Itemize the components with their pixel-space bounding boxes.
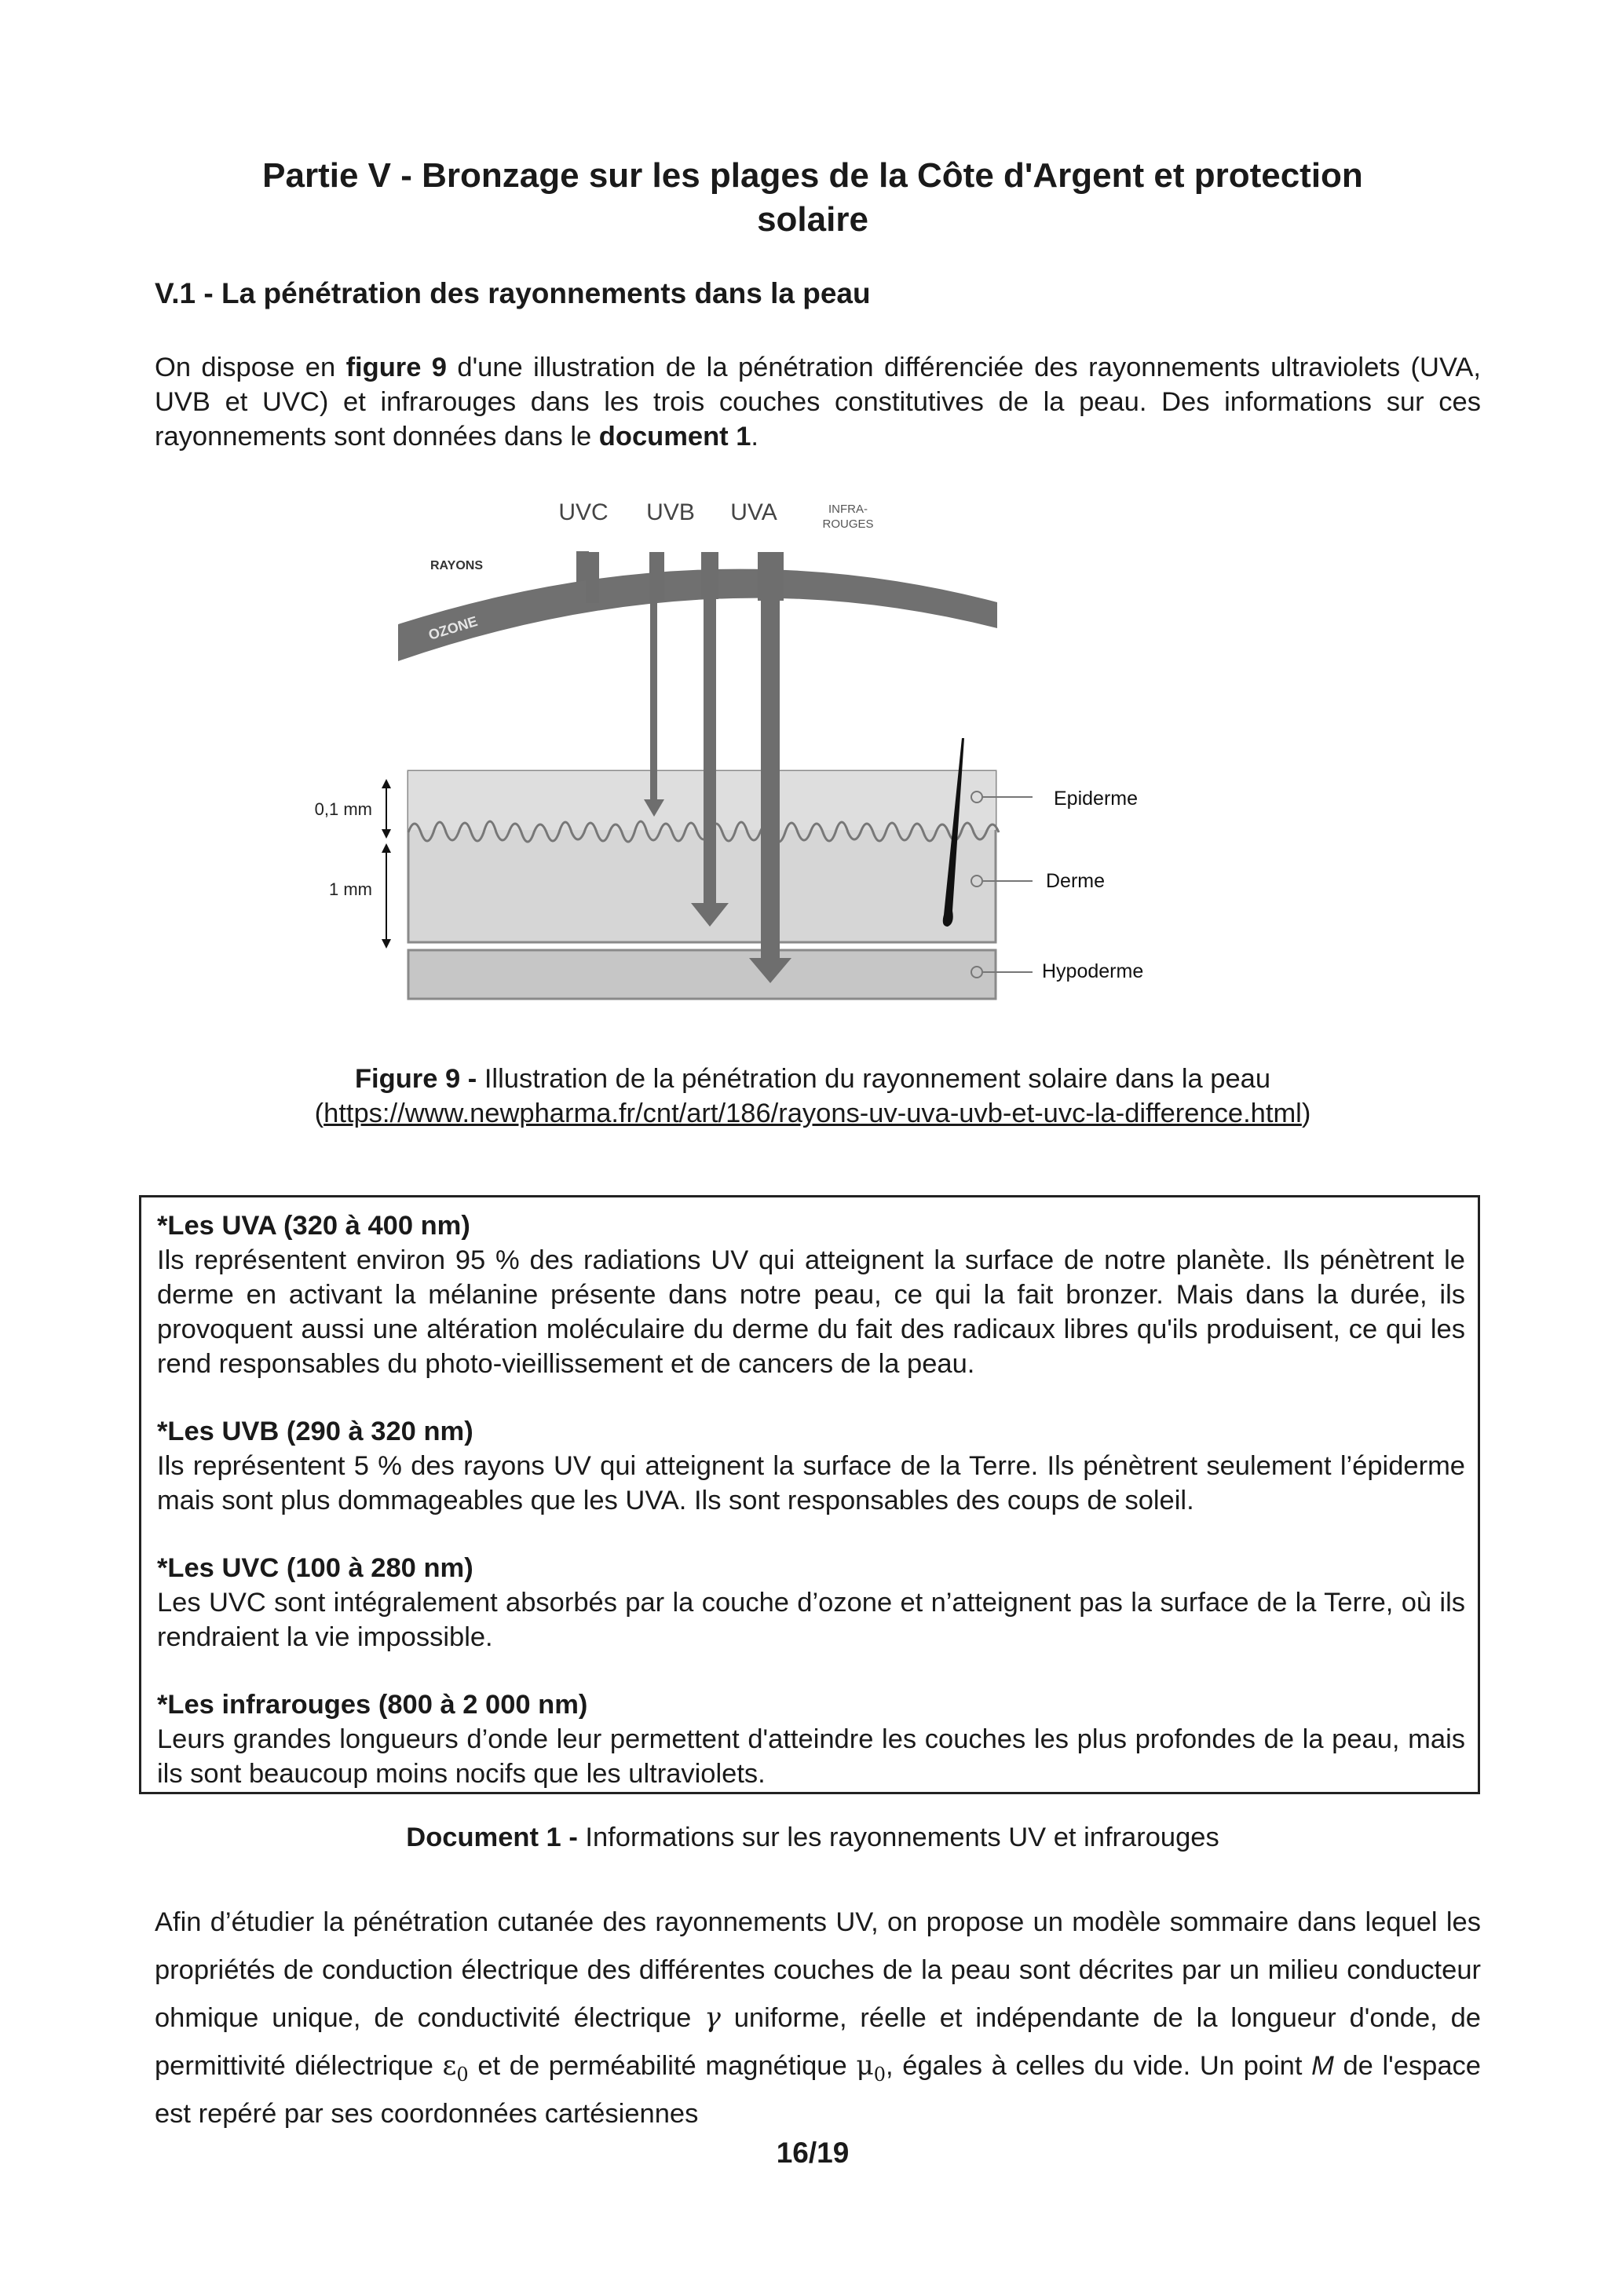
section-uvc [157,1551,1465,1654]
intro-paragraph [155,350,1481,454]
section-body: Ils représentent 5 % des rayons UV qui atteignent la surface de la Terre. Ils pénètrent seulement l’épiderme mais sont plus dommageables que les UVA. Ils sont responsables des coups de soleil. [157,1451,1465,1515]
title-line-2: solaire [757,200,868,239]
document-1-box [139,1195,1480,1794]
section-body: Les UVC sont intégralement absorbés par la couche d’ozone et n’atteignent pas la surface de la Terre, où ils rendraient la vie impossible. [157,1588,1465,1652]
section-infrared [157,1687,1465,1791]
model-text: uniforme, réelle et indépendante de la longueur d'onde, de permittivité diélectrique [155,2003,1481,2081]
label-hypoderme: Hypoderme [1042,960,1144,982]
intro-text: d'une illustration de la pénétration différenciée des rayonnements ultraviolets (UVA, UVB et UVC) et infrarouges dans les trois couches constitutives de la peau. Des informations sur ces rayonnements sont données dans le [155,353,1481,452]
title-line-1: Partie V - Bronzage sur les plages de la Côte d'Argent et protection [262,156,1363,195]
label-infra: INFRA- [828,503,868,516]
model-text: de l'espace est repéré par ses coordonnées cartésiennes [155,2051,1481,2129]
epidermis-layer [408,771,996,830]
figure-9-caption: Figure 9 - Illustration de la pénétration du rayonnement solaire dans la peau (https://www.newpharma.fr/cnt/art/186/rayons-uv-uva-uvb-et-uvc-la-difference.html) [314,1064,1311,1128]
label-rayons: RAYONS [430,559,483,572]
page-number: 16/19 [776,2137,850,2169]
intro-text: On dispose en [155,353,346,382]
figure-reference: figure 9 [345,353,447,382]
caption-label: Figure 9 - [354,1064,477,1094]
document-reference: document 1 [598,422,751,452]
page-title [141,154,1484,242]
section-body: Ils représentent environ 95 % des radiations UV qui atteignent la surface de notre planète. Ils pénètrent le derme en activant la mélanine présente dans notre peau, ce qui la fait bronzer. Mais dans la durée, ils provoquent aussi une altération moléculaire du derme du fait des radicaux libres qu'ils produisent, ce qui les rend responsables du photo-vieillissement et de cancers de la peau. [157,1245,1465,1379]
label-derme: Derme [1046,870,1106,892]
hypodermis-layer [408,950,996,999]
symbol-mu0: $\mu_0$ [856,2050,886,2086]
uvb-ray [650,601,657,801]
label-uvb: UVB [646,499,695,525]
label-uvc: UVC [558,499,609,525]
point-m: M [1311,2051,1334,2081]
model-text: , égales à celles du vide. Un point [886,2051,1312,2081]
uva-ray [704,599,716,905]
label-rouges: ROUGES [822,517,874,531]
infrared-ray [761,601,780,962]
section-title: *Les UVC (100 à 280 nm) [157,1553,473,1583]
section-title: *Les UVB (290 à 320 nm) [157,1417,473,1446]
intro-text: . [751,422,758,452]
section-body: Leurs grandes longueurs d’onde leur permettent d'atteindre les couches les plus profondes de la peau, mais ils sont beaucoup moins nocifs que les ultraviolets. [157,1724,1465,1789]
label-uva: UVA [730,499,777,525]
ozone-layer [398,569,997,661]
model-text: et de perméabilité magnétique [468,2051,857,2081]
label-01mm: 0,1 mm [314,799,372,819]
section-uvb [157,1414,1465,1518]
section-title: *Les infrarouges (800 à 2 000 nm) [157,1690,588,1720]
model-text: Afin d’étudier la pénétration cutanée des rayonnements UV, on propose un modèle sommaire dans lequel les propriétés de conduction électrique des différentes couches de la peau sont décrites par un milieu conducteur ohmique unique, de conductivité électrique [155,1907,1481,2033]
model-paragraph [155,1899,1481,2138]
label-epiderme: Epiderme [1054,788,1138,810]
section-title: *Les UVA (320 à 400 nm) [157,1211,470,1241]
caption-label: Document 1 - [406,1823,578,1852]
label-ozone: OZONE [426,612,480,643]
source-link[interactable]: https://www.newpharma.fr/cnt/art/186/rayons-uv-uva-uvb-et-uvc-la-difference.html [324,1099,1302,1128]
section-heading: V.1 - La pénétration des rayonnements dans la peau [155,277,871,309]
figure-9-skin-penetration [314,487,1319,1013]
symbol-epsilon0: $\varepsilon_0$ [442,2050,469,2086]
section-uva [157,1208,1465,1381]
dimension-arrows [382,779,391,949]
caption-text: Illustration de la pénétration du rayonnement solaire dans la peau [477,1064,1271,1094]
caption-text: Informations sur les rayonnements UV et infrarouges [577,1823,1219,1852]
symbol-gamma: γ [704,2002,721,2034]
document-1-caption [141,1820,1484,1855]
label-1mm: 1 mm [329,879,372,899]
